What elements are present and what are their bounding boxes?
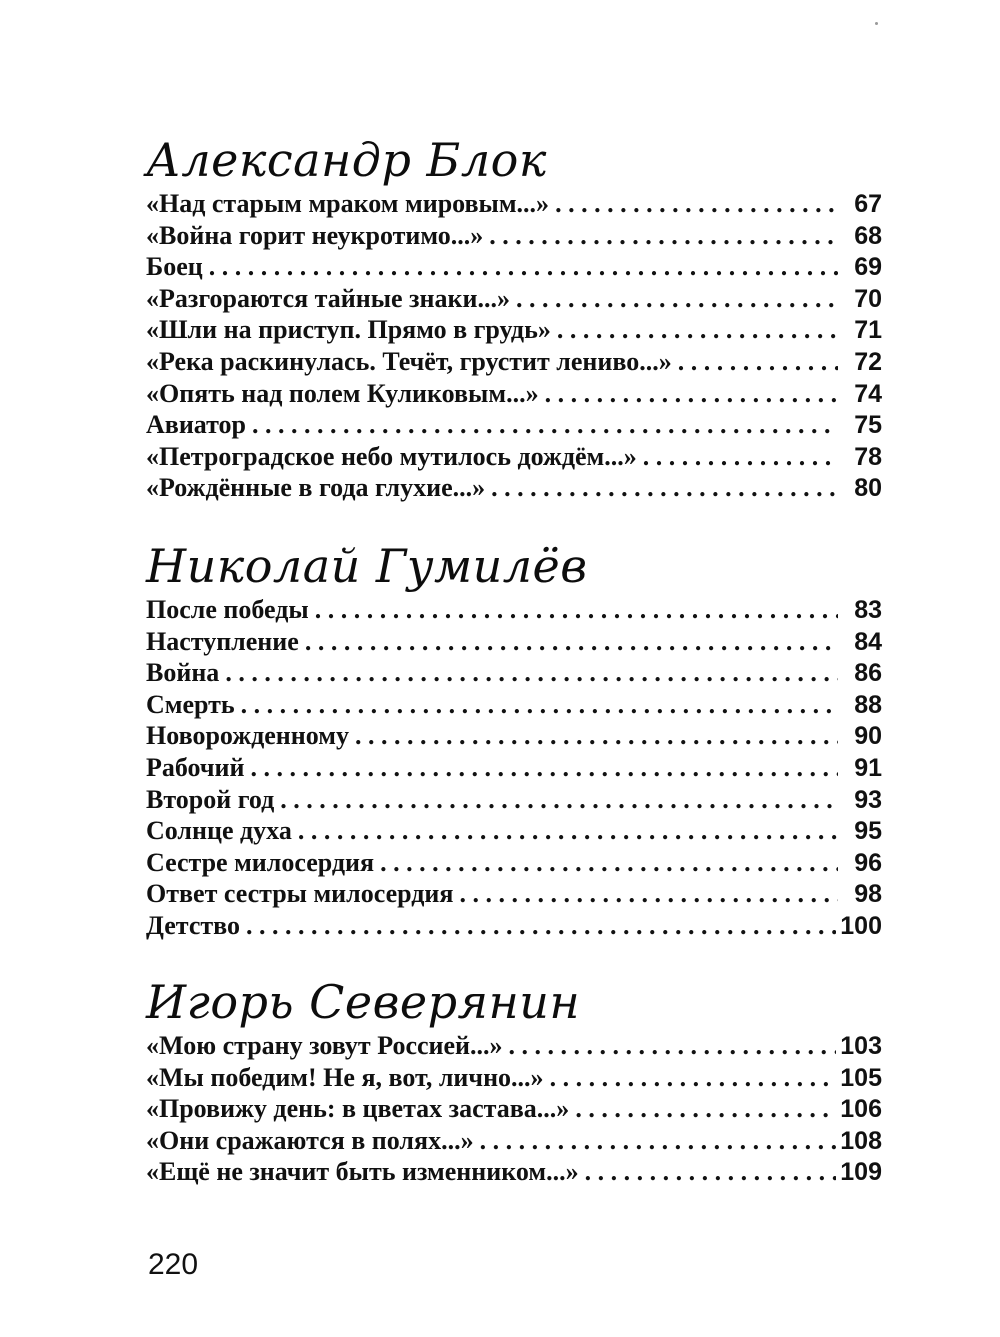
dot-leader — [225, 657, 838, 689]
entry-page-number: 86 — [854, 659, 882, 688]
entry-title: «Ещё не значит быть изменником...» — [146, 1157, 579, 1187]
toc-entry — [146, 1030, 882, 1062]
entry-page-number: 84 — [854, 627, 882, 656]
scan-speck — [875, 22, 878, 25]
entry-title: Детство — [146, 910, 241, 940]
entry-page-number: 98 — [854, 880, 882, 909]
dot-leader — [459, 878, 838, 910]
toc-entry — [146, 409, 882, 441]
entry-title: «Шли на приступ. Прямо в грудь» — [146, 315, 551, 345]
toc-entry — [146, 784, 882, 816]
entry-title: «Война горит неукротимо...» — [146, 220, 484, 250]
toc-entry — [146, 910, 882, 942]
entry-page-number: 96 — [854, 848, 882, 877]
entry-page-number: 93 — [854, 785, 882, 814]
toc-entry — [146, 1062, 882, 1094]
toc-entry — [146, 1125, 882, 1157]
dot-leader — [315, 594, 838, 626]
entry-page-number: 70 — [854, 284, 882, 313]
entry-title: После победы — [146, 595, 309, 624]
toc-entry — [146, 689, 882, 721]
toc-section-blok — [146, 132, 882, 504]
toc-entry — [146, 752, 882, 784]
entry-title: Авиатор — [146, 410, 247, 440]
dot-leader — [575, 1093, 836, 1125]
entry-title: Ответ сестры милосердия — [146, 879, 454, 909]
entry-title: Смерть — [146, 689, 235, 719]
toc-entry — [146, 472, 882, 504]
entry-page-number: 75 — [854, 411, 882, 440]
toc-entry — [146, 251, 882, 283]
author-heading: Николай Гумилёв — [146, 539, 588, 593]
entry-page-number: 67 — [854, 190, 882, 218]
toc-entry — [146, 594, 882, 626]
dot-leader — [550, 1062, 837, 1094]
entry-title: Сестре милосердия — [146, 847, 375, 877]
entry-list — [146, 1030, 882, 1188]
entry-title: «Опять над полем Куликовым...» — [146, 378, 539, 408]
dot-leader — [678, 346, 838, 378]
entry-title: Война — [146, 658, 220, 688]
dot-leader — [380, 847, 838, 879]
entry-title: Боец — [146, 252, 203, 282]
toc-entry — [146, 878, 882, 910]
entry-page-number: 103 — [840, 1032, 882, 1060]
dot-leader — [298, 815, 838, 847]
dot-leader — [280, 784, 838, 816]
entry-title: «Рождённые в года глухие...» — [146, 473, 486, 503]
toc-entry — [146, 1093, 882, 1125]
toc-entry — [146, 720, 882, 752]
entry-title: «Мою страну зовут Россией...» — [146, 1031, 503, 1060]
toc-entry — [146, 283, 882, 315]
entry-page-number: 74 — [854, 379, 882, 408]
dot-leader — [489, 220, 838, 252]
entry-page-number: 69 — [854, 253, 882, 282]
toc-entry — [146, 847, 882, 879]
entry-title: «Река раскинулась. Течёт, грустит лениво...» — [146, 346, 672, 376]
toc-entry — [146, 441, 882, 473]
dot-leader — [251, 752, 839, 784]
dot-leader — [209, 251, 838, 283]
dot-leader — [643, 441, 838, 473]
toc-entry — [146, 220, 882, 252]
entry-page-number: 106 — [840, 1095, 882, 1124]
dot-leader — [491, 472, 838, 504]
dot-leader — [246, 910, 836, 942]
dot-leader — [509, 1030, 837, 1062]
entry-page-number: 91 — [854, 753, 882, 782]
entry-page-number: 72 — [854, 347, 882, 376]
entry-page-number: 80 — [854, 474, 882, 503]
dot-leader — [555, 188, 838, 220]
entry-list — [146, 594, 882, 942]
toc-section-severyanin — [146, 974, 882, 1188]
entry-page-number: 109 — [840, 1158, 882, 1187]
entry-page-number: 88 — [854, 690, 882, 719]
entry-title: «Разгораются тайные знаки...» — [146, 283, 510, 313]
entry-title: Наступление — [146, 626, 299, 656]
entry-title: Второй год — [146, 784, 275, 814]
author-heading: Игорь Северянин — [146, 975, 581, 1029]
page-number: 220 — [148, 1248, 199, 1281]
toc-entry — [146, 188, 882, 220]
author-heading: Александр Блок — [146, 133, 547, 187]
toc-entry — [146, 626, 882, 658]
entry-title: «Провижу день: в цветах застава...» — [146, 1094, 570, 1124]
entry-page-number: 105 — [840, 1063, 882, 1092]
entry-page-number: 100 — [840, 911, 882, 940]
entry-page-number: 83 — [854, 596, 882, 624]
dot-leader — [516, 283, 838, 315]
entry-page-number: 95 — [854, 817, 882, 846]
toc-entry — [146, 1156, 882, 1188]
dot-leader — [557, 314, 838, 346]
toc-entry — [146, 815, 882, 847]
toc-entry — [146, 346, 882, 378]
entry-title: «Над старым мраком мировым...» — [146, 189, 550, 218]
toc-entry — [146, 378, 882, 410]
entry-page-number: 71 — [854, 316, 882, 345]
entry-page-number: 78 — [854, 442, 882, 471]
entry-title: Солнце духа — [146, 816, 292, 846]
entry-title: «Они сражаются в полях...» — [146, 1125, 474, 1155]
entry-page-number: 90 — [854, 722, 882, 751]
entry-page-number: 108 — [840, 1126, 882, 1155]
dot-leader — [480, 1125, 837, 1157]
entry-list — [146, 188, 882, 504]
entry-title: Новорожденному — [146, 721, 349, 751]
dot-leader — [355, 720, 838, 752]
dot-leader — [252, 409, 838, 441]
entry-page-number: 68 — [854, 221, 882, 250]
dot-leader — [545, 378, 838, 410]
dot-leader — [585, 1156, 837, 1188]
dot-leader — [241, 689, 838, 721]
entry-title: «Мы победим! Не я, вот, лично...» — [146, 1062, 544, 1092]
toc-entry — [146, 657, 882, 689]
toc-section-gumilev — [146, 538, 882, 942]
toc-entry — [146, 314, 882, 346]
entry-title: «Петроградское небо мутилось дождём...» — [146, 441, 637, 471]
entry-title: Рабочий — [146, 752, 245, 782]
dot-leader — [305, 626, 838, 658]
